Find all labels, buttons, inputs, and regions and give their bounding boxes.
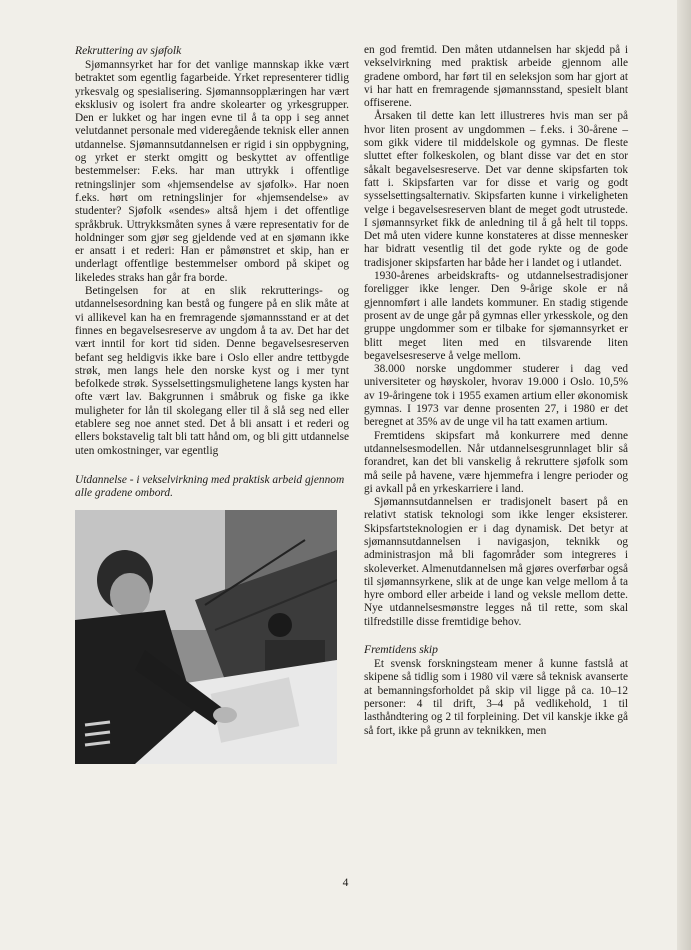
paragraph: Sjømannsyrket har for det vanlige mannskap ikke vært betraktet som egentlig fagarbeide. Yrket representerer tidlig yrkesvalg og spesialisering. Sjømannsopplæringen har vært eksklusiv og isolert fra andre skolearter og yrkesgrupper. Den er lukket og har ingen evne til å ta opp i seg annet velutdannet personale med videregående teknisk eller annen utdannelse. Sjømannsutdannelsen er rigid i sin oppbygning, og yrket er sterkt omgitt og beskyttet av offentlige bestemmelser: F.eks. har man uttrykk i offentlige retningslinjer som «hjemsendelse av sjøfolk». Har noen f.eks. hørt om retningslinjer for «hjemsendelse» av studenter? Sjøfolk «sendes» altså hjem i det offentlige språkbruk. Uttrykksmåten synes å være representativ for de holdninger som gjør seg gjeldende ved at en sjømann ikke er ansatt i et rederi: Han er påmønstret et skip, han er underlagt offentlige bestemmelser ombord på skipet og likeledes straks han går fra borde. (75, 59, 349, 284)
page-number: 4 (342, 877, 349, 889)
paragraph: Sjømannsutdannelsen er tradisjonelt basert på en relativt statisk teknologi som ikke lenger eksisterer. Skipsfartsteknologien er i dag dynamisk. Det betyr at sjømannsutdannelsen i navigasjon, teknikk og administrasjon må bli fagområder som integreres i skoleverket. Almenutdannelsen må gjøres overførbar også til sjømannsyrkene, slik at de unge kan velge mellom å ta hyre ombord eller arbeide i land og veksle mellom dette. Nye utdannelsesmønstre legges nå til rette, som skal tilfredstille disse fremtidige behov. (364, 496, 628, 628)
paragraph: Fremtidens skipsfart må konkurrere med denne utdannelsesmodellen. Når utdannelsesgrunnlaget blir så forandret, kan det bli vanskelig å rekruttere sjøfolk som må seile på havene, være hjemmefra i lengre perioder og gi avkall på en yrkeskarriere i land. (364, 429, 628, 495)
left-column (75, 44, 349, 764)
section-heading-recruitment: Rekruttering av sjøfolk (75, 44, 182, 57)
paragraph: 1930-årenes arbeidskrafts- og utdannelsestradisjoner foreligger ikke lenger. Den 9-årige skole er nå gjennomført i alle landets kommuner. En stadig stigende prosent av de unge går på gymnas eller yrkesskole, og den gruppe ungdommer som er tilbake for sjømannsyrket er blitt meget liten med en tilsvarende liten begavelsesreserve å velge mellom. (364, 270, 628, 362)
photo-caption: Utdannelse - i vekselvirkning med praktisk arbeid gjennom alle gradene ombord. (75, 473, 345, 500)
photo-student-studying (75, 510, 337, 764)
paragraph: en god fremtid. Den måten utdannelsen har skjedd på i vekselvirkning med praktisk arbeide gjennom alle gradene ombord, har ført til en seleksjon som har gjort at vi har hatt en fremragende sjømannsstand, spesielt blant offiserene. (364, 44, 628, 110)
section-heading-future-ship: Fremtidens skip (364, 643, 438, 657)
paragraph: 38.000 norske ungdommer studerer i dag ved universiteter og høyskoler, hvorav 19.000 i Oslo. 10,5% av 19-åringene tok i 1955 examen artium eller økonomisk gymnas. I 1973 var denne prosenten 27, i 1980 er det beregnet at 35% av de unge vil ha tatt examen artium. (364, 363, 628, 429)
page-edge (677, 0, 691, 950)
photo-illustration (75, 510, 337, 764)
paragraph: Betingelsen for at en slik rekrutterings- og utdannelsesordning kan bestå og fungere på en slik måte at vi allikevel kan ha en fremragende sjømannsstand er at det finnes en begavelsesreserve av ungdom å ta av. Det har det vært inntil for kort tid siden. Denne begavelsesreserven befant seg heldigvis ikke bare i Oslo eller andre tettbygde strøk, men langs hele den norske kyst og i mer tynt befolkede strøk. Sysselsettingsmulighetene langs kysten har ofte vært lav. Bakgrunnen i småbruk og fiske ga ikke muligheter for lån til skolegang eller til å slå seg ned eller etablere seg noe annet sted. Det å bli ansatt i et rederi og ellers bokstavelig talt bli tatt hånd om, og bli gitt utdannelse uten omkostninger, var egentlig (75, 285, 349, 457)
paragraph: Årsaken til dette kan lett illustreres hvis man ser på hvor liten prosent av ungdommen – f.eks. i 30-årene – som gikk videre til middelskole og gymnas. De fleste sluttet efter folkeskolen, og blant disse var det en stor såkalt begavelsesreserve. Det var denne skipsfarten tok fatt i. Skipsfarten var for disse et varig og godt sysselsettingsalternativ. Skipsfarten kunne i virkeligheten velge i begavelsesreserven blant de meget godt utrustede. I sjømannsyrket fikk de anledning til å gå helt til topps. Det må uten videre kunne konstateres at disse mennesker har bidratt vesentlig til det gode rykte og de gode tradisjoner skipsfarten har både her i landet og i utlandet. (364, 110, 628, 269)
paragraph: Et svensk forskningsteam mener å kunne fastslå at skipene så tidlig som i 1980 vil være så teknisk avanserte at bemanningsforholdet på skip vil ligge på ca. 10–12 personer: 4 til drift, 3–4 på vedlikehold, 1 til lasthåndtering og 2 til forpleining. Det vil kanskje ikke gå så fort, ikke på grunn av teknikken, men (364, 658, 628, 737)
right-column (364, 44, 628, 738)
